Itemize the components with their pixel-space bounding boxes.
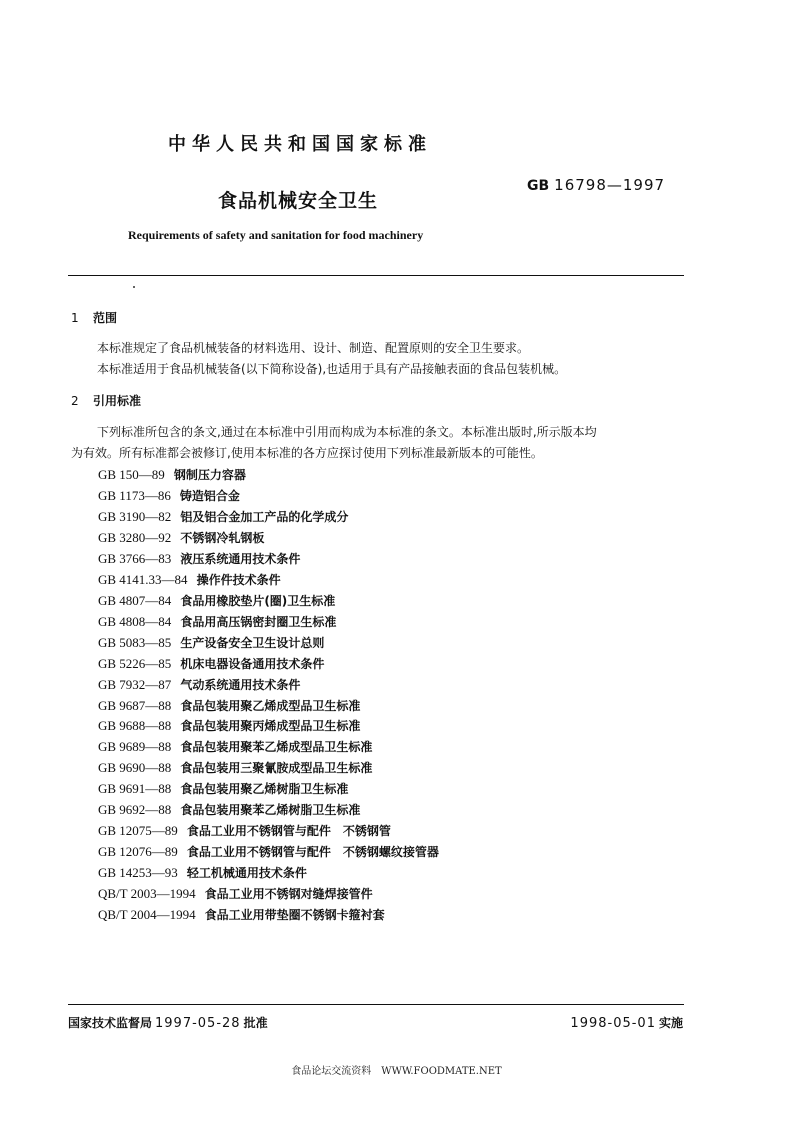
approval-date: 1997-05-28 [155,1016,241,1031]
reference-code: GB 9689—88 [98,739,172,755]
section-2-heading [71,392,141,409]
reference-name: 铝及铝合金加工产品的化学成分 [180,509,349,524]
reference-name: 气动系统通用技术条件 [180,677,301,692]
reference-name: 液压系统通用技术条件 [180,551,301,566]
reference-item [98,466,246,483]
effective-date: 1998-05-01 [570,1016,656,1031]
reference-item [98,550,300,567]
reference-code: GB 5083—85 [98,634,172,650]
section-1-paragraph-2: 本标准适用于食品机械装备(以下简称设备),也适用于具有产品接触表面的食品包装机械。 [97,362,567,376]
reference-name: 食品用橡胶垫片(圈)卫生标准 [180,593,336,608]
standard-code [527,176,665,194]
reference-item [98,487,240,504]
reference-code: GB 9688—88 [98,718,172,734]
reference-item [98,613,336,630]
reference-name: 不锈钢冷轧钢板 [180,530,265,545]
reference-item [98,843,439,860]
reference-item [98,634,324,651]
reference-item [98,676,300,693]
reference-item [98,655,324,672]
reference-item [98,780,348,797]
reference-code: GB 4807—84 [98,592,172,608]
reference-item [98,885,373,902]
reference-name: 食品包装用聚苯乙烯成型品卫生标准 [180,740,373,755]
reference-code: GB 14253—93 [98,865,178,880]
reference-item [98,822,391,839]
reference-code: GB 9687—88 [98,697,172,713]
reference-code: GB 3280—92 [98,529,172,545]
approval-label: 批准 [243,1016,268,1030]
national-standard-heading: 中华人民共和国国家标准 [168,134,432,155]
reference-item [98,592,335,609]
english-title: Requirements of safety and sanitation for food machinery [128,228,424,242]
standard-code-number: 16798—1997 [554,176,666,194]
section-1-title: 范围 [93,311,118,325]
reference-code: GB 9691—88 [98,781,172,797]
reference-code: GB 1173—86 [98,487,171,503]
section-2-title: 引用标准 [93,394,142,408]
reference-code: GB 9690—88 [98,760,172,776]
footer-divider [68,1004,684,1005]
reference-name: 食品包装用聚乙烯树脂卫生标准 [180,782,349,797]
reference-code: GB 150—89 [98,467,165,482]
reference-code: GB 12076—89 [98,844,178,860]
reference-code: GB 7932—87 [98,676,172,692]
scan-speck [133,286,135,288]
reference-name: 食品工业用不锈钢对缝焊接管件 [204,887,373,901]
reference-name: 食品包装用聚乙烯成型品卫生标准 [180,698,361,713]
issuer: 国家技术监督局 [68,1016,153,1030]
reference-name: 食品工业用不锈钢管与配件 不锈钢管 [186,824,391,839]
standard-title: 食品机械安全卫生 [218,190,379,212]
source-watermark: 食品论坛交流资料 WWW.FOODMATE.NET [291,1066,502,1077]
reference-name: 生产设备安全卫生设计总则 [180,635,325,650]
reference-item [98,906,385,923]
reference-item [98,738,372,755]
section-1-number: 1 [71,311,79,325]
reference-code: GB 3190—82 [98,508,172,524]
reference-code: GB 3766—83 [98,550,172,566]
effective-line [570,1014,683,1031]
reference-item [98,717,360,734]
reference-code: GB 5226—85 [98,655,172,671]
reference-name: 机床电器设备通用技术条件 [180,656,325,671]
reference-name: 食品用高压锅密封圈卫生标准 [180,614,337,629]
approval-line [68,1014,268,1031]
reference-code: GB 4141.33—84 [98,571,188,587]
reference-name: 轻工机械通用技术条件 [186,866,307,880]
reference-name: 铸造铝合金 [179,488,240,503]
reference-code: GB 12075—89 [98,823,178,839]
reference-code: GB 4808—84 [98,613,172,629]
section-2-intro-line-1: 下列标准所包含的条文,通过在本标准中引用而构成为本标准的条文。本标准出版时,所示版本均 [97,425,597,439]
reference-name: 食品包装用三聚氰胺成型品卫生标准 [180,761,373,776]
effective-label: 实施 [658,1016,683,1030]
reference-code: QB/T 2003—1994 [98,886,196,901]
reference-item [98,508,348,525]
reference-item [98,571,281,588]
reference-name: 操作件技术条件 [196,572,281,587]
section-2-number: 2 [71,394,79,408]
reference-name: 食品工业用带垫圈不锈钢卡箍衬套 [204,908,385,922]
reference-item [98,759,372,776]
reference-item [98,864,307,881]
reference-name: 食品包装用聚丙烯成型品卫生标准 [180,719,361,734]
section-2-intro-line-2: 为有效。所有标准都会被修订,使用本标准的各方应探讨使用下列标准最新版本的可能性。 [71,446,543,460]
reference-name: 食品工业用不锈钢管与配件 不锈钢螺纹接管器 [186,845,439,860]
reference-item [98,697,360,714]
reference-name: 食品包装用聚苯乙烯树脂卫生标准 [180,803,361,818]
reference-code: QB/T 2004—1994 [98,907,196,922]
reference-name: 钢制压力容器 [173,468,246,482]
reference-item [98,529,264,546]
reference-item [98,801,360,818]
standard-code-prefix: GB [527,178,550,194]
reference-code: GB 9692—88 [98,802,172,818]
header-divider [68,275,684,276]
section-1-heading [71,309,117,326]
section-1-paragraph-1: 本标准规定了食品机械装备的材料选用、设计、制造、配置原则的安全卫生要求。 [97,341,530,355]
